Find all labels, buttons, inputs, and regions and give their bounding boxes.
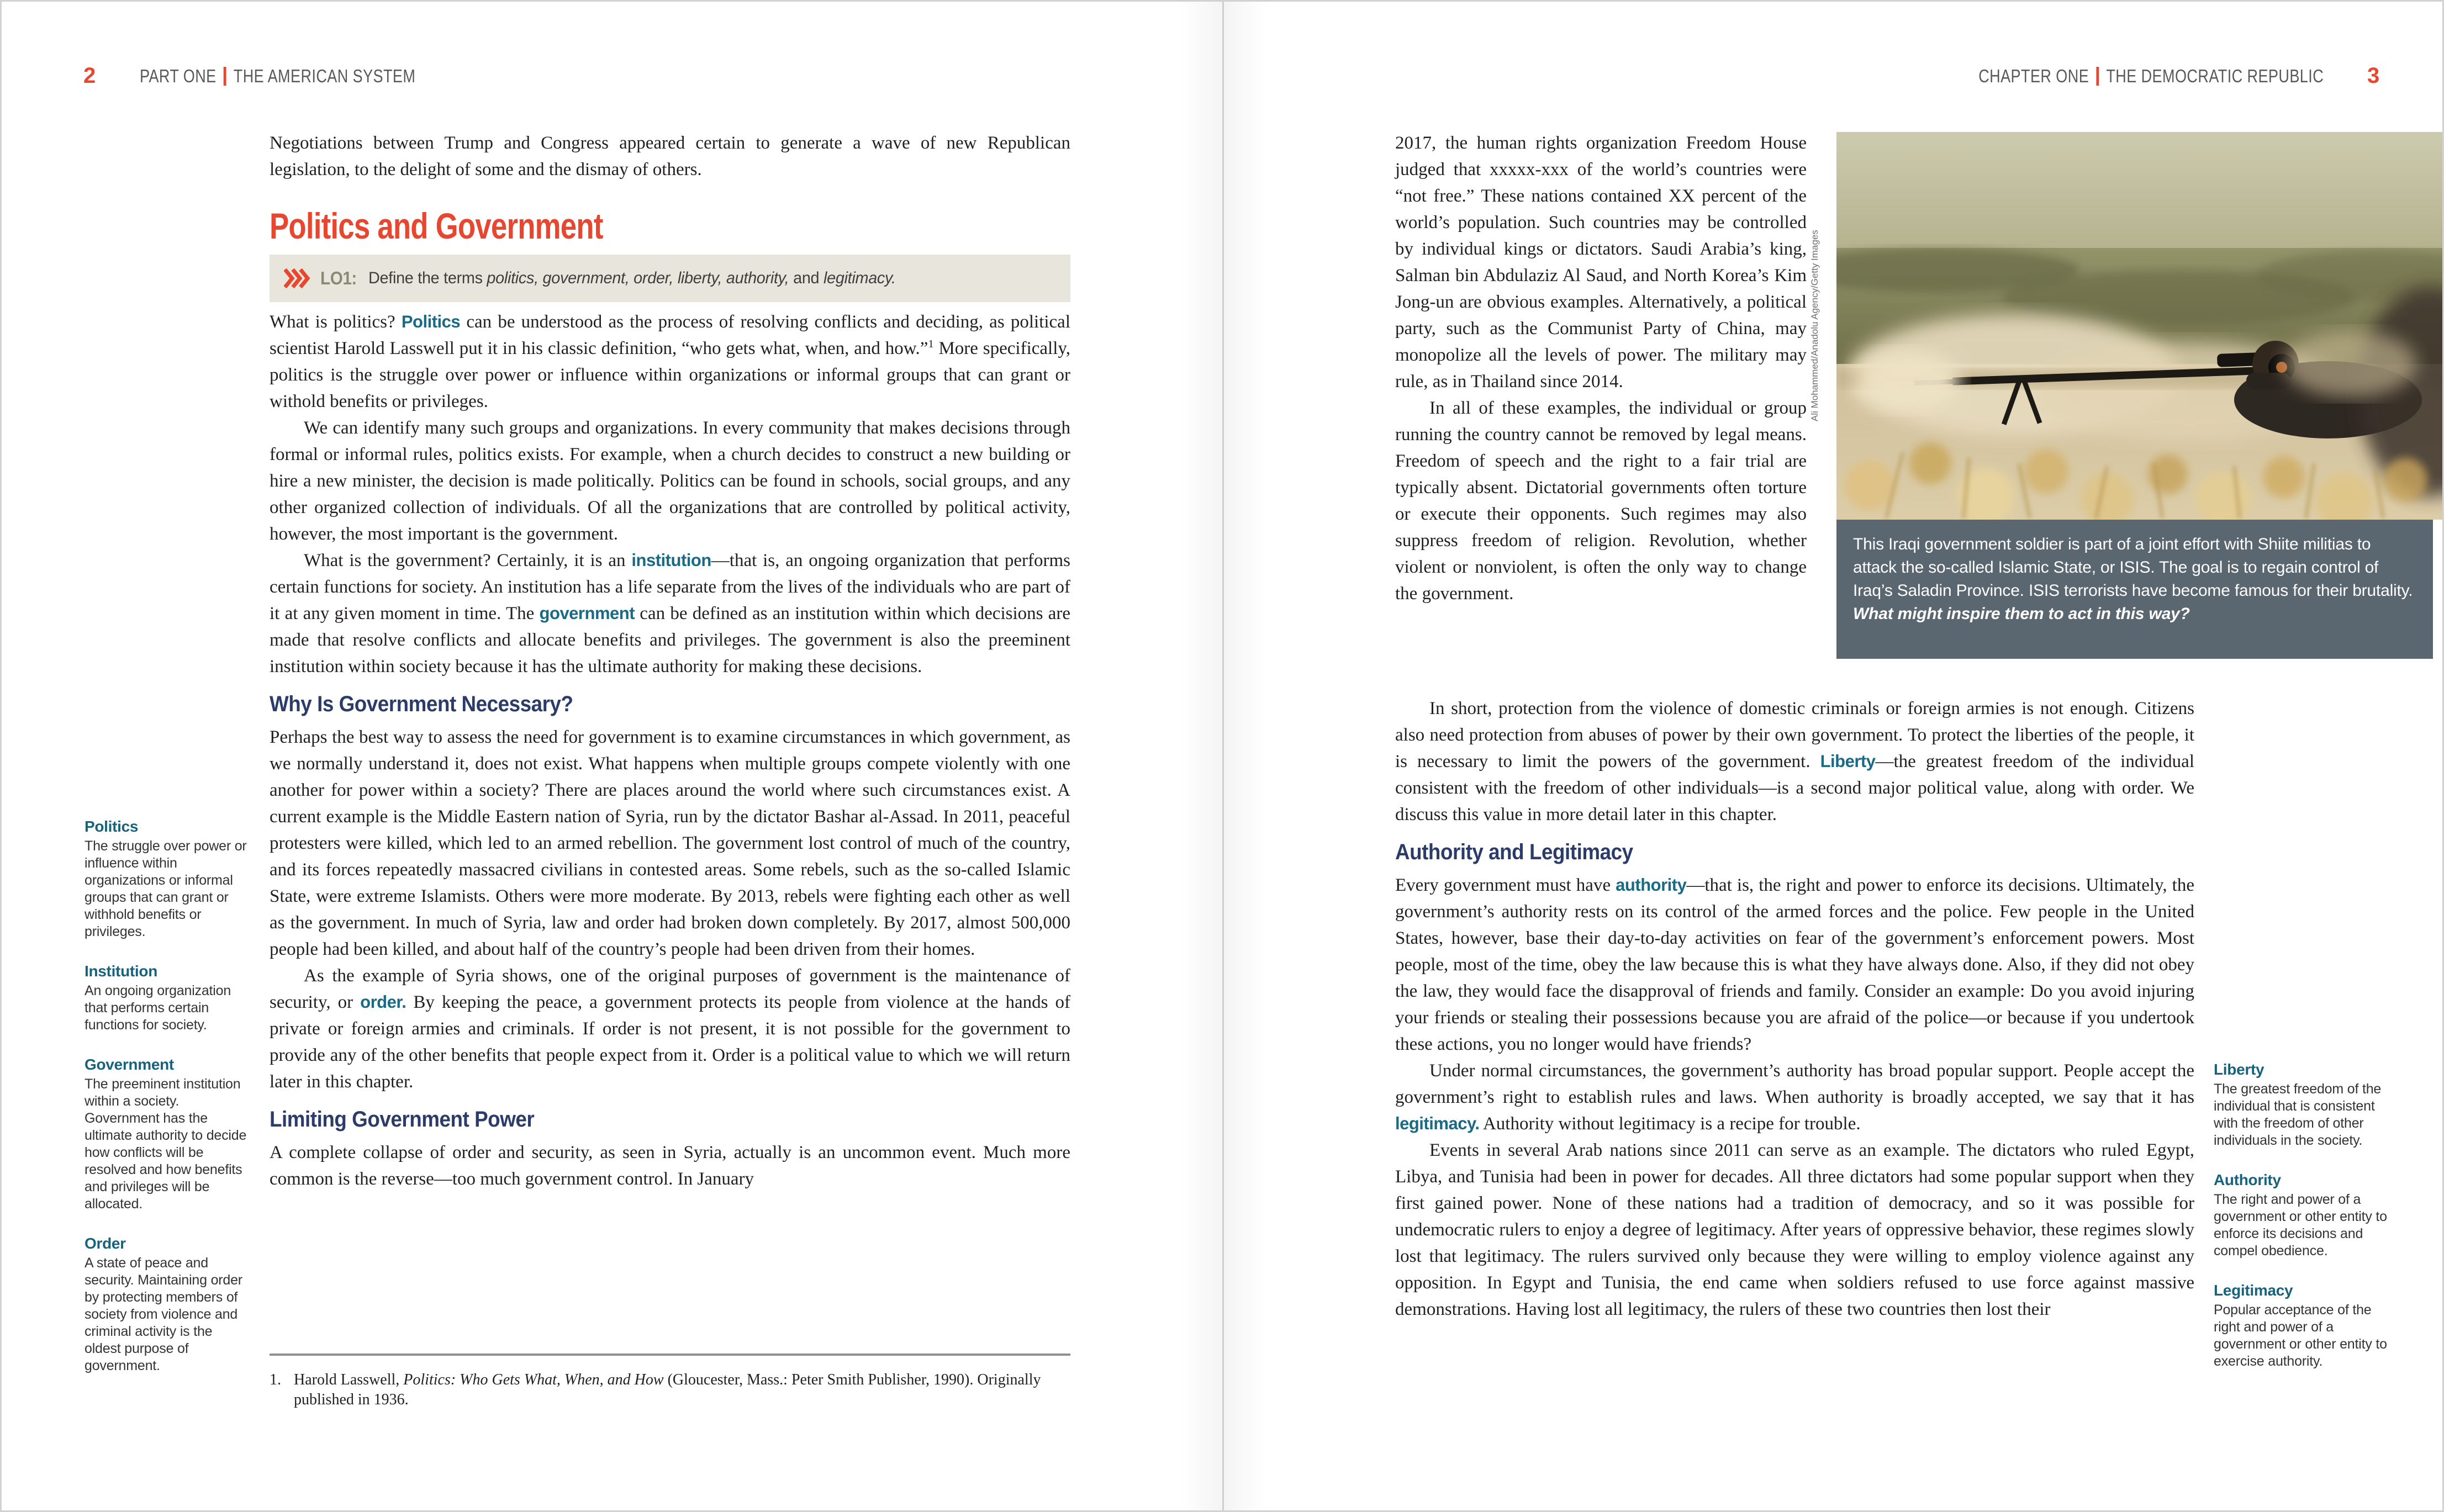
key-term: government — [539, 604, 635, 623]
right-body-block2 — [1395, 872, 2194, 1323]
margin-definition — [85, 963, 250, 1034]
right-body-block1 — [1395, 695, 2194, 828]
margin-definition-text: An ongoing organization that performs certain functions for society. — [85, 983, 231, 1033]
left-body-block2 — [270, 724, 1070, 1095]
footnote-number: 1. — [270, 1371, 281, 1388]
photo-credit: Ali Mohammed/Anadolu Agency/Getty Images — [1809, 230, 1820, 422]
margin-definition-text: The right and power of a government or other entity to enforce its decisions and compel obedience. — [2214, 1192, 2387, 1259]
key-term: Politics — [401, 312, 461, 331]
key-term: order. — [360, 992, 407, 1012]
photo-caption: This Iraqi government soldier is part of a joint effort with Shiite militias to attack the so-called Islamic State, or ISIS. The goal is to regain control of Iraq’s Saladin Province. ISIS terrorists have become famous for their brutality. What might inspire them to act in this way? — [1836, 520, 2433, 659]
running-head-divider-bar-right — [2096, 67, 2099, 86]
paragraph: Every government must have authority—that is, the right and power to enforce its decisions. Ultimately, the government’s authority rests on its control of the armed forces and the police. Few people in the United States, however, base their day-to-day activities on fear of the government’s enforcement powers. Most people, most of the time, obey the law because this is what they have always done. Also, if they did not obey the law, they would face the disapproval of friends and family. Consider an example: Do you avoid injuring your friends or stealing their possessions because you are afraid of the police—or because if you undertook these actions, you no longer would have friends? — [1395, 875, 2194, 1054]
subheading-why-government-necessary: Why Is Government Necessary? — [270, 692, 573, 716]
running-head-book-section: THE AMERICAN SYSTEM — [233, 66, 416, 86]
paragraph: Under normal circumstances, the government’s authority has broad popular support. People accept the government’s right to establish rules and laws. When authority is broadly accepted, we say that it has legitimacy. Authority without legitimacy is a recipe for trouble. — [1395, 1061, 2194, 1134]
right-narrow-column — [1395, 130, 1807, 607]
left-body-block1 — [270, 309, 1070, 680]
margin-definition-text: The greatest freedom of the individual that is consistent with the freedom of other individuals in the society. — [2214, 1081, 2382, 1148]
margin-definition-term: Legitimacy — [2214, 1282, 2293, 1299]
page-gutter-divider — [1222, 2, 1224, 1512]
margin-definition — [2214, 1171, 2399, 1260]
paragraph: Perhaps the best way to assess the need for government is to examine circumstances in which government, as we normally understand it, does not exist. What happens when multiple groups compete violently with one another for power within a society? There are places around the world where such circumstances exist. A current example is the Middle Eastern nation of Syria, run by the dictator Bashar al-Assad. In 2011, peaceful protesters were killed, which led to an armed rebellion. The government lost control of much of the country, and its forces repeatedly massacred civilians in contested areas. Some rebels, such as the so-called Islamic State, were extreme Islamists. Others were more moderate. By 2013, rebels were fighting each other as well as the government. In much of Syria, law and order had broken down completely. By 2017, almost 500,000 people had been killed, and about half of the country’s people had been driven from their homes. — [270, 727, 1070, 959]
margin-definition-text: The struggle over power or influence within organizations or informal groups that can grant or withhold benefits or privileges. — [85, 838, 247, 939]
paragraph: A complete collapse of order and security, as seen in Syria, actually is an uncommon event. Much more common is the reverse—too much government control. In January — [270, 1143, 1070, 1189]
running-head-left — [140, 66, 476, 87]
footnote-reference: 1 — [928, 338, 934, 350]
right-margin-definitions — [2214, 1061, 2399, 1392]
soldier-photo-illustration — [1836, 132, 2444, 520]
margin-definition-text: The preeminent institution within a society. Government has the ultimate authority to decide how conflicts will be resolved and how benefits and privileges will be allocated. — [85, 1076, 247, 1212]
key-term: legitimacy. — [1395, 1114, 1480, 1133]
paragraph: What is the government? Certainly, it is an institution—that is, an ongoing organization that performs certain functions for society. An institution has a life separate from the lives of the individuals who are part of it at any given moment in time. The government can be defined as an institution within which decisions are made that resolve conflicts and allocate benefits and privileges. The government is also the preeminent institution within society because it has the ultimate authority for making these decisions. — [270, 551, 1071, 676]
subheading-limiting-government-power: Limiting Government Power — [270, 1107, 535, 1132]
paragraph: We can identify many such groups and organizations. In every community that makes decisions through formal or informal rules, politics exists. For example, when a church decides to construct a new building or hire a new minister, the decision is made politically. Politics can be found in schools, social groups, and any other organized collection of individuals. Of all the organizations that are controlled by political activity, however, the most important is the government. — [270, 418, 1070, 544]
margin-definition-term: Institution — [85, 963, 157, 980]
paragraph: Negotiations between Trump and Congress appeared certain to generate a wave of new Republican legislation, to the delight of some and the dismay of others. — [270, 133, 1070, 179]
section-heading: Politics and Government — [270, 205, 603, 246]
chevrons-icon — [284, 268, 313, 289]
gutter-shade-right — [1224, 2, 1268, 1512]
margin-definition-text: Popular acceptance of the right and power of a government or other entity to exercise authority. — [2214, 1302, 2387, 1369]
footnote-rule — [270, 1354, 1070, 1356]
left-margin-definitions — [85, 818, 250, 1397]
running-head-part: PART ONE — [140, 66, 217, 86]
margin-definition-term: Politics — [85, 818, 139, 835]
subheading-authority-and-legitimacy: Authority and Legitimacy — [1395, 840, 1633, 864]
margin-definition — [2214, 1282, 2399, 1370]
left-body-text — [270, 309, 1070, 1192]
lo-text: Define the terms politics, government, order, liberty, authority, and legitimacy. — [368, 269, 896, 287]
key-term: Liberty — [1820, 752, 1876, 771]
margin-definition — [85, 818, 250, 940]
margin-definition-text: A state of peace and security. Maintaining order by protecting members of society from violence and criminal activity is the oldest purpose of government. — [85, 1255, 242, 1373]
running-head-chapter: CHAPTER ONE — [1978, 66, 2089, 86]
intro-paragraph — [270, 130, 1070, 183]
paragraph: In short, protection from the violence of domestic criminals or foreign armies is not enough. Citizens also need protection from abuses of power by their own government. To protect the liberties of the people, it is necessary to limit the powers of the government. Liberty—the greatest freedom of the individual consistent with the freedom of other individuals—is a second major political value, along with order. We discuss this value in more detail later in this chapter. — [1395, 699, 2194, 824]
margin-definition — [2214, 1061, 2399, 1149]
paragraph: What is politics? Politics can be understood as the process of resolving conflicts and deciding, as political scientist Harold Lasswell put it in his classic definition, “who gets what, when, and how.”$^1$ More specifically, politics is the struggle over power or influence within organizations or informal groups that can grant or withold benefits or privileges. — [270, 312, 1070, 411]
footnote — [270, 1370, 1070, 1410]
soldier-photo — [1836, 132, 2444, 520]
paragraph: Events in several Arab nations since 2011 can serve as an example. The dictators who ruled Egypt, Libya, and Tunisia had been in power for decades. All three dictators had some popular support when they first gained power. None of these nations had a tradition of democracy, and so it was possible for undemocratic rulers to enjoy a degree of legitimacy. After years of oppressive behavior, these regimes slowly lost that legitimacy. The rulers survived only because they were willing to employ violence against any opposition. In Egypt and Tunisia, the end came when soldiers refused to use force against massive demonstrations. Having lost all legitimacy, the rulers of these two countries then lost their — [1395, 1140, 2194, 1319]
margin-definition-term: Liberty — [2214, 1061, 2264, 1078]
margin-definition-term: Order — [85, 1235, 126, 1252]
running-head-chapter-title: THE DEMOCRATIC REPUBLIC — [2106, 66, 2324, 86]
running-head-right — [1903, 66, 2324, 87]
margin-definition — [85, 1235, 250, 1374]
footnote-text: Harold Lasswell, Politics: Who Gets What, When, and How (Gloucester, Mass.: Peter Smith Publisher, 1990). Originally published in 1936. — [294, 1371, 1041, 1408]
page-number-left: 2 — [83, 64, 96, 88]
margin-definition-term: Government — [85, 1056, 174, 1073]
paragraph: In all of these examples, the individual or group running the country cannot be removed by legal means. Freedom of speech and the right to a fair trial are typically absent. Dictatorial governments often torture or execute their opponents. Such regimes may also suppress freedom of religion. Revolution, whether violent or nonviolent, is often the only way to change the government. — [1395, 398, 1807, 604]
margin-definition — [85, 1056, 250, 1213]
gutter-shade-left — [1178, 2, 1222, 1512]
learning-objective-box — [270, 255, 1070, 302]
paragraph: As the example of Syria shows, one of the original purposes of government is the maintenance of security, or order. By keeping the peace, a government protects its people from violence at the hands of private or foreign armies and criminals. If order is not present, it is not possible for the government to provide any of the other benefits that people expect from it. Order is a political value to which we will return later in this chapter. — [270, 966, 1070, 1092]
running-head-divider-bar — [224, 67, 226, 86]
margin-definition-term: Authority — [2214, 1171, 2281, 1188]
key-term: institution — [631, 551, 711, 570]
lo-label: LO1: — [320, 268, 357, 288]
left-body-block3 — [270, 1139, 1070, 1192]
key-term: authority — [1616, 875, 1687, 895]
paragraph: 2017, the human rights organization Freedom House judged that xxxxx-xxx of the world’s countries were “not free.” These nations contained XX percent of the world’s population. Such countries may be controlled by individual kings or dictators. Saudi Arabia’s king, Salman bin Abdulaziz Al Saud, and North Korea’s Kim Jong-un are obvious examples. Alternatively, a political party, such as the Communist Party of China, may monopolize all the levels of power. The military may rule, as in Thailand since 2014. — [1395, 133, 1807, 392]
right-body-text — [1395, 695, 2194, 1323]
page-number-right: 3 — [2367, 64, 2380, 88]
